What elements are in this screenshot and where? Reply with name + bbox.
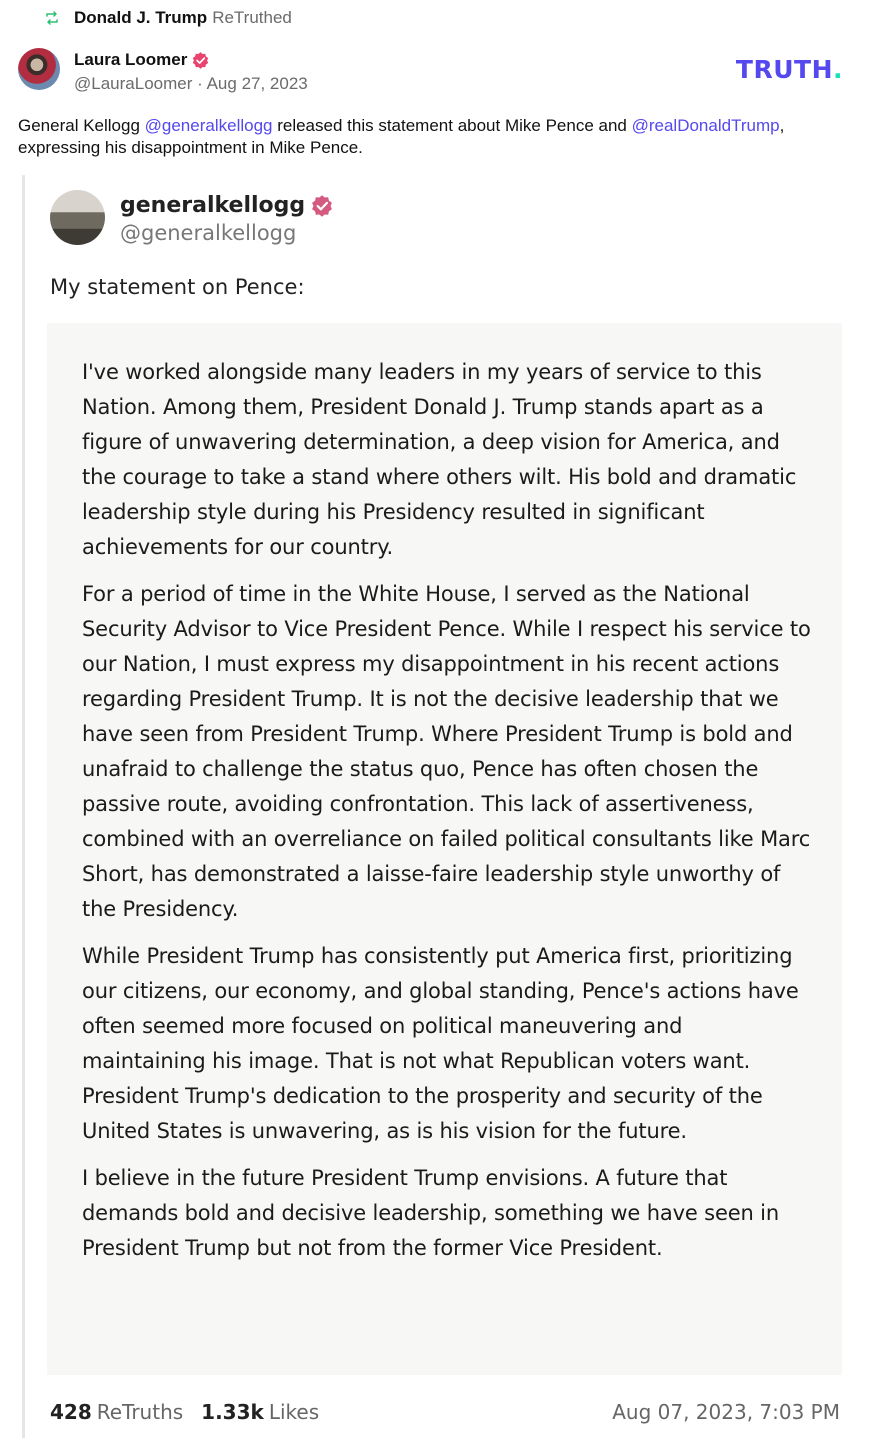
post-body <box>18 115 838 159</box>
mention-link[interactable]: @generalkellogg <box>144 116 273 135</box>
quoted-avatar[interactable] <box>50 190 105 245</box>
verified-badge-icon <box>192 52 209 69</box>
quoted-author-name-line <box>120 193 333 218</box>
quoted-author-handle[interactable]: @generalkellogg <box>120 221 297 245</box>
retruth-arrows-icon <box>44 11 60 25</box>
statement-paragraph: While President Trump has consistently put America first, prioritizing our citizens, our economy, and global standing, Pence's actions have often seemed more focused on political maneuvering and maintaining his image. That is not what Republican voters want. President Trump's dedication to the prosperity and security of the United States is unwavering, as is his vision for the future. <box>82 944 799 1143</box>
retruth-header <box>44 8 292 28</box>
author-name[interactable]: Laura Loomer <box>74 50 188 69</box>
statement-image[interactable] <box>47 323 842 1375</box>
verified-badge-icon <box>311 195 333 217</box>
author-meta <box>74 74 308 94</box>
retruths-count: 428 <box>50 1400 92 1424</box>
post-author <box>18 48 308 94</box>
quoted-author-name[interactable]: generalkellogg <box>120 193 306 218</box>
logo-text: TRUTH <box>735 55 833 84</box>
truth-social-logo <box>736 55 843 84</box>
post-date[interactable]: Aug 27, 2023 <box>206 74 308 93</box>
statement-paragraph: I believe in the future President Trump envisions. A future that demands bold and decisive leadership, something we have seen in President Trump but not from the former Vice President. <box>82 1166 780 1260</box>
quoted-post-footer <box>50 1397 840 1427</box>
author-handle[interactable]: @LauraLoomer <box>74 74 193 93</box>
logo-dot: . <box>833 55 843 84</box>
retruthed-label: ReTruthed <box>212 8 292 27</box>
mention-link[interactable]: @realDonaldTrump <box>631 116 780 135</box>
quoted-timestamp[interactable]: Aug 07, 2023, 7:03 PM <box>612 1400 840 1424</box>
statement-paragraph: For a period of time in the White House, I served as the National Security Advisor to Vice President Pence. While I respect his service to our Nation, I must express my disappointment in his recent actions regarding President Trump. It is not the decisive leadership that we have seen from President Trump. Where President Trump is bold and unafraid to challenge the status quo, Pence has often chosen the passive route, avoiding confrontation. This lack of assertiveness, combined with an overreliance on failed political consultants like Marc Short, has demonstrated a laisse-faire leadership style unworthy of the Presidency. <box>82 582 811 921</box>
avatar[interactable] <box>18 48 60 90</box>
retruther-name[interactable]: Donald J. Trump <box>74 8 208 27</box>
meta-separator: · <box>197 74 203 93</box>
retruths-label[interactable]: ReTruths <box>96 1400 184 1424</box>
statement-paragraph: I've worked alongside many leaders in my years of service to this Nation. Among them, President Donald J. Trump stands apart as a figure of unwavering determination, a deep vision for America, and the courage to take a stand where others wilt. His bold and dramatic leadership style during his Presidency resulted in significant achievements for our country. <box>82 360 797 559</box>
quoted-post-text: My statement on Pence: <box>50 275 305 299</box>
post-text-part: General Kellogg <box>18 116 145 135</box>
post-text-part: released this statement about Mike Pence and <box>272 116 632 135</box>
likes-label[interactable]: Likes <box>268 1400 320 1424</box>
likes-count: 1.33k <box>201 1400 264 1424</box>
quoted-post[interactable] <box>22 175 848 1438</box>
post-text-part: , expressing his disappointment in Mike Pence. <box>18 116 785 157</box>
